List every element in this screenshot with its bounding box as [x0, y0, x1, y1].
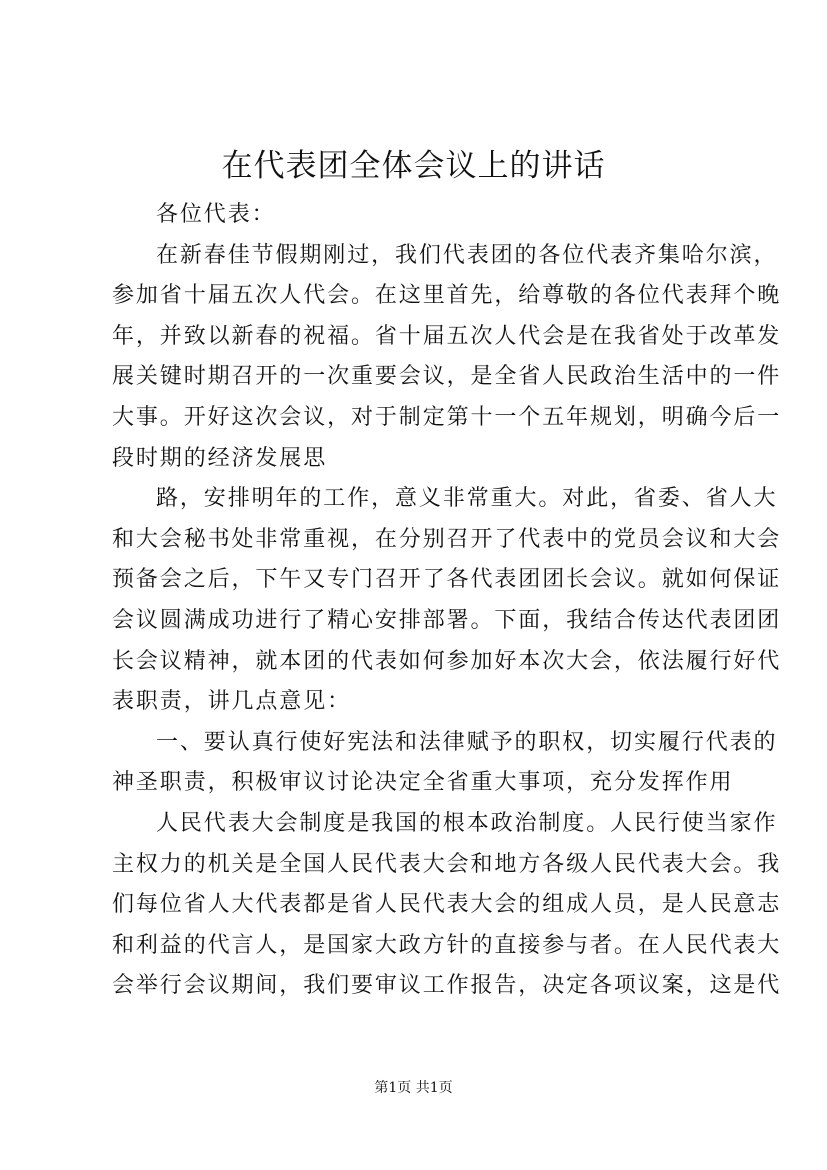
- paragraph-line: 会议圆满成功进行了精心安排部署。下面，我结合传达代表团团: [112, 607, 782, 633]
- page-number-footer: 第1页 共1页: [374, 1080, 453, 1096]
- paragraph-line: 表职责，讲几点意见：: [112, 689, 352, 715]
- paragraph-line: 一、要认真行使好宪法和法律赋予的职权，切实履行代表的: [156, 729, 778, 755]
- paragraph-line: 预备会之后，下午又专门召开了各代表团团长会议。就如何保证: [112, 567, 782, 593]
- paragraph-line: 大事。开好这次会议，对于制定第十一个五年规划，明确今后一: [112, 404, 782, 430]
- paragraph-line: 各位代表：: [156, 202, 276, 227]
- document-title: 在代表团全体会议上的讲话: [221, 148, 606, 184]
- paragraph-line: 主权力的机关是全国人民代表大会和地方各级人民代表大会。我: [112, 851, 782, 877]
- paragraph-line: 会举行会议期间，我们要审议工作报告，决定各项议案，这是代: [112, 973, 782, 999]
- paragraph-line: 参加省十届五次人代会。在这里首先，给尊敬的各位代表拜个晚: [112, 283, 782, 309]
- paragraph-line: 展关键时期召开的一次重要会议，是全省人民政治生活中的一件: [112, 364, 782, 390]
- paragraph-line: 人民代表大会制度是我国的根本政治制度。人民行使当家作: [156, 810, 778, 836]
- paragraph-line: 和利益的代言人，是国家大政方针的直接参与者。在人民代表大: [112, 932, 782, 958]
- paragraph-line: 和大会秘书处非常重视，在分别召开了代表中的党员会议和大会: [112, 526, 782, 552]
- paragraph-line: 路，安排明年的工作，意义非常重大。对此，省委、省人大: [156, 486, 778, 512]
- paragraph-line: 长会议精神，就本团的代表如何参加好本次大会，依法履行好代: [112, 648, 782, 674]
- paragraph-line: 神圣职责，积极审议讨论决定全省重大事项，充分发挥作用: [112, 770, 734, 796]
- paragraph-line: 段时期的经济发展思: [112, 445, 328, 471]
- paragraph-line: 年，并致以新春的祝福。省十届五次人代会是在我省处于改革发: [112, 323, 782, 349]
- paragraph-line: 们每位省人大代表都是省人民代表大会的组成人员，是人民意志: [112, 892, 782, 918]
- document-body: [112, 195, 782, 1007]
- paragraph-line: 在新春佳节假期刚过，我们代表团的各位代表齐集哈尔滨，: [156, 242, 778, 268]
